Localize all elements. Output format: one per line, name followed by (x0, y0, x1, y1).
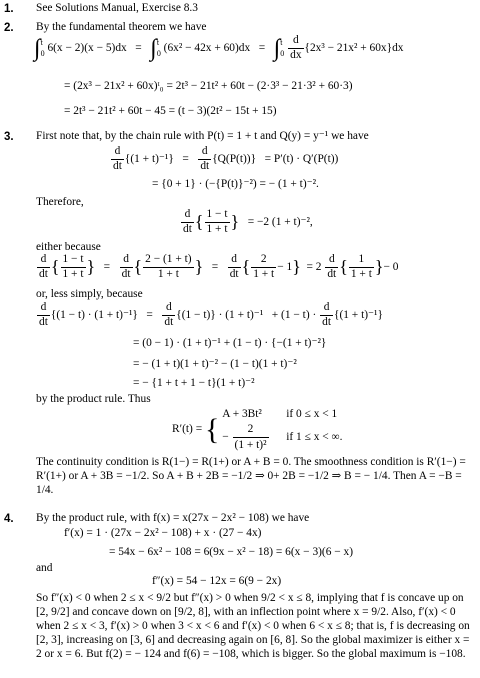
q3-product-line-2: = (0 − 1) · (1 + t)⁻¹ + (1 − t) · {−(1 + t)⁻²} (133, 337, 327, 349)
d-dx-fraction: $\frac{d}{dx}$ (290, 34, 302, 61)
item-number-3: 3. (4, 131, 14, 143)
q2-integrand-3: {2x³ − 21x² + 60x}dx (304, 42, 404, 55)
q2-integral-line: ∫t 0 6(x − 2)(x − 5)dx = ∫t 0 (6x² − 42x + 60)dx = ∫t 0 $\frac{d}{dx}$ {2x³ − 21x² + 60x}dx (34, 34, 404, 62)
item-number-4: 4. (4, 513, 14, 525)
q3-either-because: either because (36, 241, 101, 253)
q4-fprime-line-2: = 54x − 6x² − 108 = 6(9x − x² − 18) = 6(x − 3)(6 − x) (109, 546, 354, 558)
item-2-intro: By the fundamental theorem we have (36, 21, 207, 33)
q3-product-line-4: = − {1 + t + 1 − t}(1 + t)⁻² (133, 377, 255, 389)
q2-integrand-2: (6x² − 42x + 60)dx (163, 42, 251, 55)
q4-and: and (36, 562, 53, 574)
upper-limit: t (156, 38, 160, 48)
integral-sign: ∫ (150, 35, 157, 62)
q3-product-line-3: = − (1 + t)(1 + t)⁻² − (1 − t)(1 + t)⁻² (133, 358, 297, 370)
q3-alternate-line: $\frac{d}{dt}$ { $\frac{1 - t}{1 + t}$ } = $\frac{d}{dt}$ { $\frac{2 - (1 + t)}{1 + t}$ } = $\frac{d}{dt}$ { $\frac{2}{1 + t}$ − 1} = 2 $\frac{d}{dt}$ { $\frac{1}{1 + t}$ }− 0 (39, 253, 399, 280)
q3-chain-rule-line: $\frac{d}{dt}$ {(1 + t)⁻¹} = $\frac{d}{dt}$ {Q(P(t))} = P′(t) · Q′(P(t)) (113, 145, 339, 172)
q2-integrand-1: 6(x − 2)(x − 5)dx (47, 42, 127, 55)
upper-limit: t (280, 38, 283, 48)
q3-result-line: $\frac{d}{dt}$ { $\frac{1 - t}{1 + t}$ } = −2 (1 + t)⁻², (183, 208, 313, 235)
q3-therefore: Therefore, (36, 196, 84, 208)
q3-chain-line-2: = {0 + 1} · (−{P(t)}⁻²) = − (1 + t)⁻². (152, 178, 319, 190)
q3-by-product-rule: by the product rule. Thus (36, 393, 151, 405)
q4-fdoubleprime-line: f″(x) = 54 − 12x = 6(9 − 2x) (152, 575, 282, 587)
q2-line-2: = (2x³ − 21x² + 60x)ᵗ₀ = 2t³ − 21t² + 60t − (2·3³ − 21·3² + 60·3) (64, 80, 353, 92)
lower-limit: 0 (156, 49, 161, 59)
q4-conclusion-paragraph: So f″(x) < 0 when 2 ≤ x < 9/2 but f″(x) > 0 when 9/2 < x ≤ 8, implying that f is concave up on [2, 9/2] and concave down on [9/2, 8], with an inflection point where x = 9/2. Also, f′(x) < 0 when 2 ≤ x < 3, f′(x) > 0 when 3 < x < 6 and f′(x) < 0 when 6 < x ≤ 8; that is, f is decreasing on [2, 3], increasing on [3, 6] and decreasing again on [6, 8]. So the global maximizer is either x = 2 or x = 6. But f(2) = − 124 and f(6) = −108, which is bigger. So the global maximum is −108. (36, 592, 470, 660)
q3-or-less-simply: or, less simply, because (36, 288, 143, 300)
integral-sign: ∫ (273, 35, 281, 62)
q3-piecewise: R′(t) = { A + 3Bt² if 0 ≤ x < 1 − $\frac{2}{\text{(1 + t)²}}$ if 1 ≤ x < ∞. (172, 408, 343, 451)
q2-line-3: = 2t³ − 21t² + 60t − 45 = (t − 3)(2t² − 15t + 15) (64, 105, 277, 117)
item-4-intro: By the product rule, with f(x) = x(27x − 2x² − 108) we have (36, 512, 310, 524)
lower-limit: 0 (40, 49, 45, 59)
q3-product-line-1: $\frac{d}{dt}$ {(1 − t) · (1 + t)⁻¹} = $\frac{d}{dt}$ {(1 − t)} · (1 + t)⁻¹ + (1 − t) · $\frac{d}{dt}$ {(1 + t)⁻¹} (39, 301, 383, 328)
item-number-1: 1. (4, 3, 14, 15)
q4-fprime-line-1: f′(x) = 1 · (27x − 2x² − 108) + x · (27 − 4x) (64, 527, 262, 539)
item-3-intro: First note that, by the chain rule with P(t) = 1 + t and Q(y) = y⁻¹ we have (36, 130, 369, 142)
upper-limit: t (40, 38, 43, 48)
lower-limit: 0 (280, 49, 285, 59)
item-number-2: 2. (4, 22, 14, 34)
item-1-text: See Solutions Manual, Exercise 8.3 (36, 2, 198, 14)
integral-sign: ∫ (34, 35, 41, 62)
left-brace: { (204, 412, 220, 446)
q3-continuity-paragraph: The continuity condition is R(1−) = R(1+) or A + B = 0. The smoothness condition is R′(1−) = R′(1+) or A + 3B = −1/2. So A + B + 2B = −1/2 ⇒ 0+ 2B = −1/2 ⇒ B = − 1/4. Then A = −B = 1/4. (36, 456, 466, 496)
